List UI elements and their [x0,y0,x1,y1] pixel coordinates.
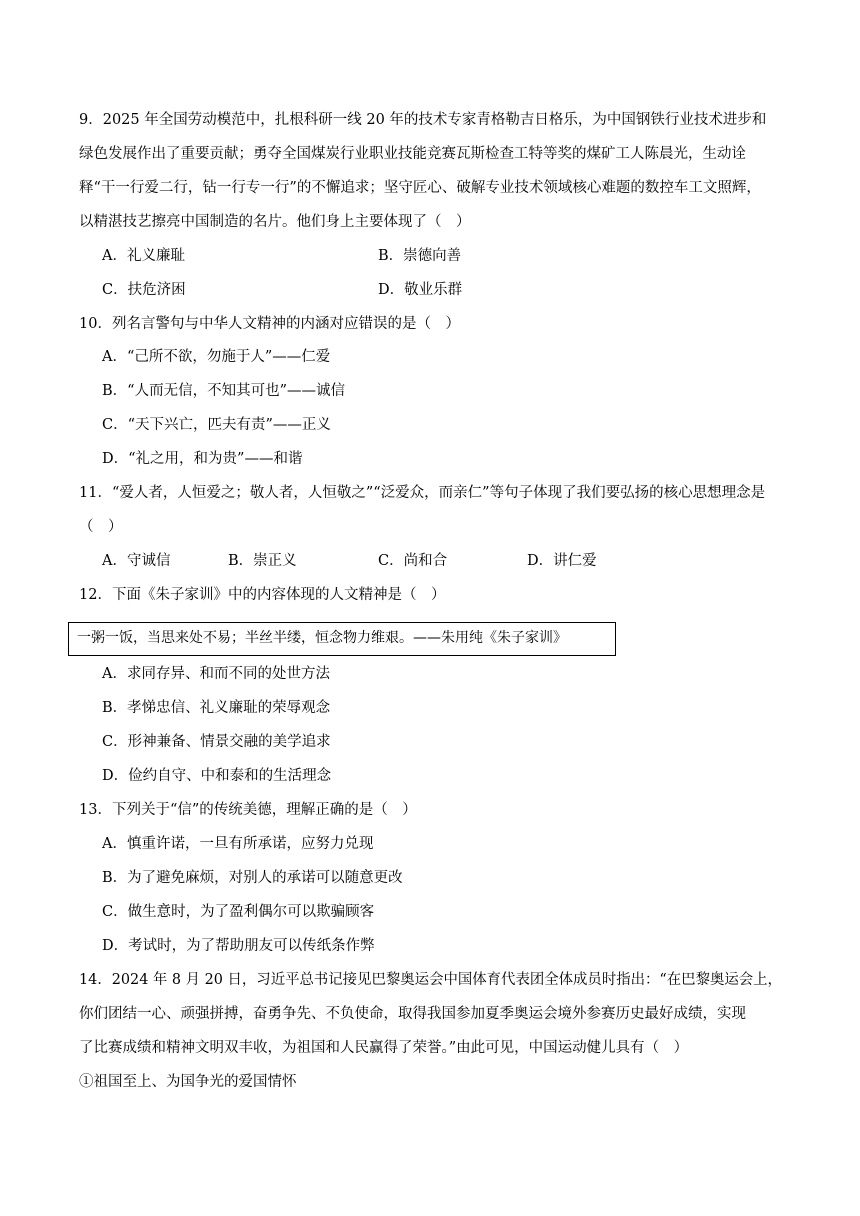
q11-option-c: C．尚和合 [378,553,448,569]
q12-option-b: B．孝悌忠信、礼义廉耻的荣辱观念 [102,700,331,716]
q14-stem-line-2: 你们团结一心、顽强拼搏，奋勇争先、不负使命，取得我国参加夏季奥运会境外参赛历史最好成绩，实现 [79,1006,746,1022]
q14-stem-line-3: 了比赛成绩和精神文明双丰收，为祖国和人民赢得了荣誉。”由此可见，中国运动健儿具有（ ） [79,1040,689,1056]
q10-option-c: C．“天下兴亡，匹夫有责”——正义 [102,417,331,433]
q11-option-b: B．崇正义 [228,553,297,569]
q12-option-d: D．俭约自守、中和泰和的生活理念 [102,768,332,784]
q12-option-c: C．形神兼备、情景交融的美学追求 [102,734,331,750]
q12-option-a: A．求同存异、和而不同的处世方法 [102,666,330,682]
q11-option-a: A．守诚信 [102,553,171,569]
q9-option-d: D．敬业乐群 [378,282,463,298]
q13-option-d: D．考试时，为了帮助朋友可以传纸条作弊 [102,938,375,954]
q11-stem-line-1: 11．“爱人者，人恒爱之；敬人者，人恒敬之”“泛爱众，而亲仁”等句子体现了我们要弘扬的核心思想理念是 [79,485,766,501]
q10-option-a: A．“己所不欲，勿施于人”——仁爱 [102,349,331,365]
q9-stem-line-2: 绿色发展作出了重要贡献；勇夺全国煤炭行业职业技能竞赛瓦斯检查工特等奖的煤矿工人陈晨光，生动诠 [79,146,746,162]
q9-stem-line-3: 释“干一行爱二行，钻一行专一行”的不懈追求；坚守匠心、破解专业技术领域核心难题的数控车工文照辉， [79,180,761,196]
q12-quote-box: 一粥一饭，当思来处不易；半丝半缕，恒念物力维艰。——朱用纯《朱子家训》 [68,622,616,656]
q14-stem-line-1: 14．2024 年 8 月 20 日，习近平总书记接见巴黎奥运会中国体育代表团全体成员时指出：“在巴黎奥运会上， [79,972,782,988]
q9-stem-line-4: 以精湛技艺擦亮中国制造的名片。他们身上主要体现了（ ） [79,214,471,230]
q9-option-b: B．崇德向善 [378,248,462,264]
q10-option-b: B．“人而无信，不知其可也”——诚信 [102,383,345,399]
q14-statement-1: ①祖国至上、为国争光的爱国情怀 [79,1074,297,1090]
q12-stem: 12．下面《朱子家训》中的内容体现的人文精神是（ ） [79,587,446,603]
q13-option-b: B．为了避免麻烦，对别人的承诺可以随意更改 [102,870,403,886]
q13-stem: 13．下列关于“信”的传统美德，理解正确的是（ ） [79,802,417,818]
q11-option-d: D．讲仁爱 [527,553,597,569]
q13-option-c: C．做生意时，为了盈利偶尔可以欺骗顾客 [102,904,375,920]
q9-stem-line-1: 9．2025 年全国劳动模范中，扎根科研一线 20 年的技术专家青格勒吉日格乐，为中国钢铁行业技术进步和 [79,112,767,128]
q9-option-a: A．礼义廉耻 [102,248,185,264]
q11-stem-line-2: （ ） [79,519,123,535]
q13-option-a: A．慎重许诺，一旦有所承诺，应努力兑现 [102,836,374,852]
q9-option-c: C．扶危济困 [102,282,186,298]
q10-option-d: D．“礼之用，和为贵”——和谐 [102,451,303,467]
q10-stem: 10．列名言警句与中华人文精神的内涵对应错误的是（ ） [79,316,460,332]
